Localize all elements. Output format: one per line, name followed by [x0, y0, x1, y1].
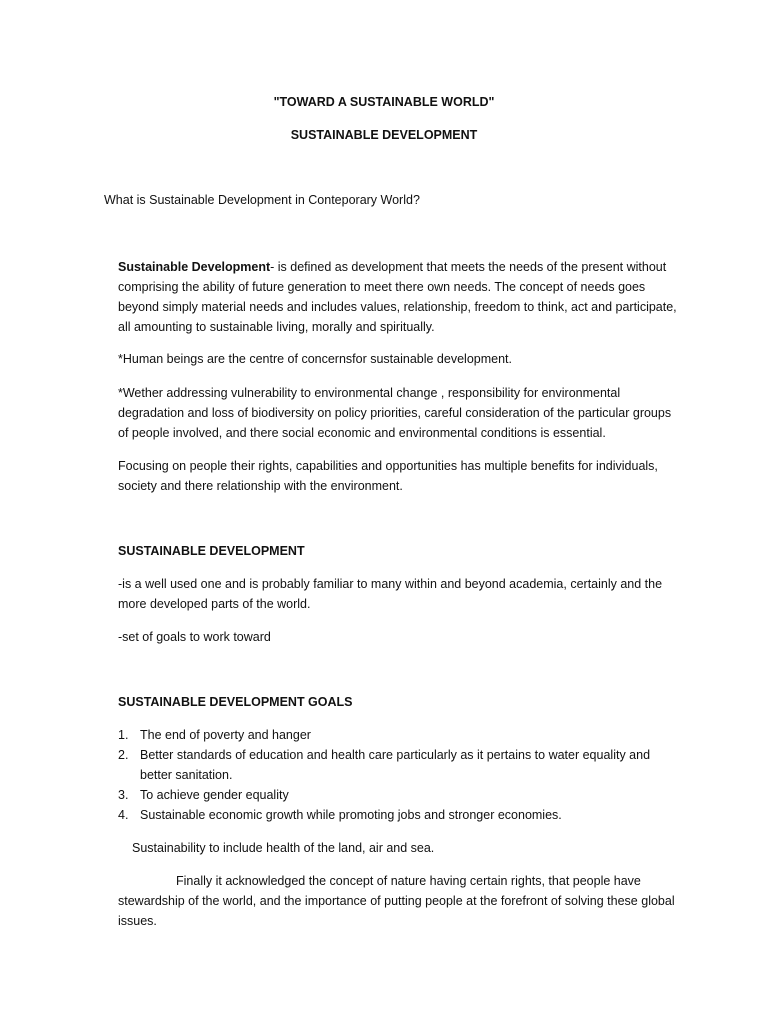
- goals-list: [118, 725, 678, 825]
- human-beings-paragraph: *Human beings are the centre of concernsfor sustainable development.: [118, 352, 512, 366]
- goal-item: [118, 725, 678, 745]
- goal-text: The end of poverty and hanger: [140, 728, 311, 742]
- well-used-paragraph: -is a well used one and is probably familiar to many within and beyond academia, certainly and the more developed parts of the world.: [118, 577, 663, 611]
- goal-number: 2.: [118, 748, 129, 762]
- goal-item: [118, 745, 678, 785]
- section-heading-sd: SUSTAINABLE DEVELOPMENT: [118, 544, 305, 558]
- sustainability-line: Sustainability to include health of the land, air and sea.: [132, 841, 435, 855]
- document-title: "TOWARD A SUSTAINABLE WORLD": [273, 95, 495, 109]
- goal-text: Better standards of education and health care particularly as it pertains to water equality and better sanitation.: [140, 748, 651, 782]
- vulnerability-paragraph: *Wether addressing vulnerability to environmental change , responsibility for environmental degradation and loss of biodiversity on policy priorities, careful consideration of the particular groups of people involved, and there social economic and environmental conditions is essential.: [118, 386, 672, 440]
- definition-text: - is defined as development that meets the needs of the present without comprising the ability of future generation to meet there own needs. The concept of needs goes beyond simply material needs and includes values, relationship, freedom to think, act and participate, all amounting to sustainable living, morally and spiritually.: [118, 260, 677, 334]
- finally-paragraph: Finally it acknowledged the concept of nature having certain rights, that people have stewardship of the world, and the importance of putting people at the forefront of solving these global issues.: [118, 874, 675, 928]
- goal-text: To achieve gender equality: [140, 788, 289, 802]
- goal-item: [118, 805, 678, 825]
- goal-number: 1.: [118, 728, 129, 742]
- goal-item: [118, 785, 678, 805]
- question-line: What is Sustainable Development in Conteporary World?: [104, 193, 420, 207]
- set-goals-paragraph: -set of goals to work toward: [118, 630, 271, 644]
- goal-text: Sustainable economic growth while promoting jobs and stronger economies.: [140, 808, 562, 822]
- definition-paragraph: [118, 257, 678, 337]
- goal-number: 3.: [118, 788, 129, 802]
- document-subtitle: SUSTAINABLE DEVELOPMENT: [290, 128, 478, 142]
- focusing-paragraph: Focusing on people their rights, capabilities and opportunities has multiple benefits for individuals, society and there relationship with the environment.: [118, 459, 658, 493]
- definition-term: Sustainable Development: [118, 260, 271, 274]
- section-heading-goals: SUSTAINABLE DEVELOPMENT GOALS: [118, 695, 353, 709]
- goal-number: 4.: [118, 808, 129, 822]
